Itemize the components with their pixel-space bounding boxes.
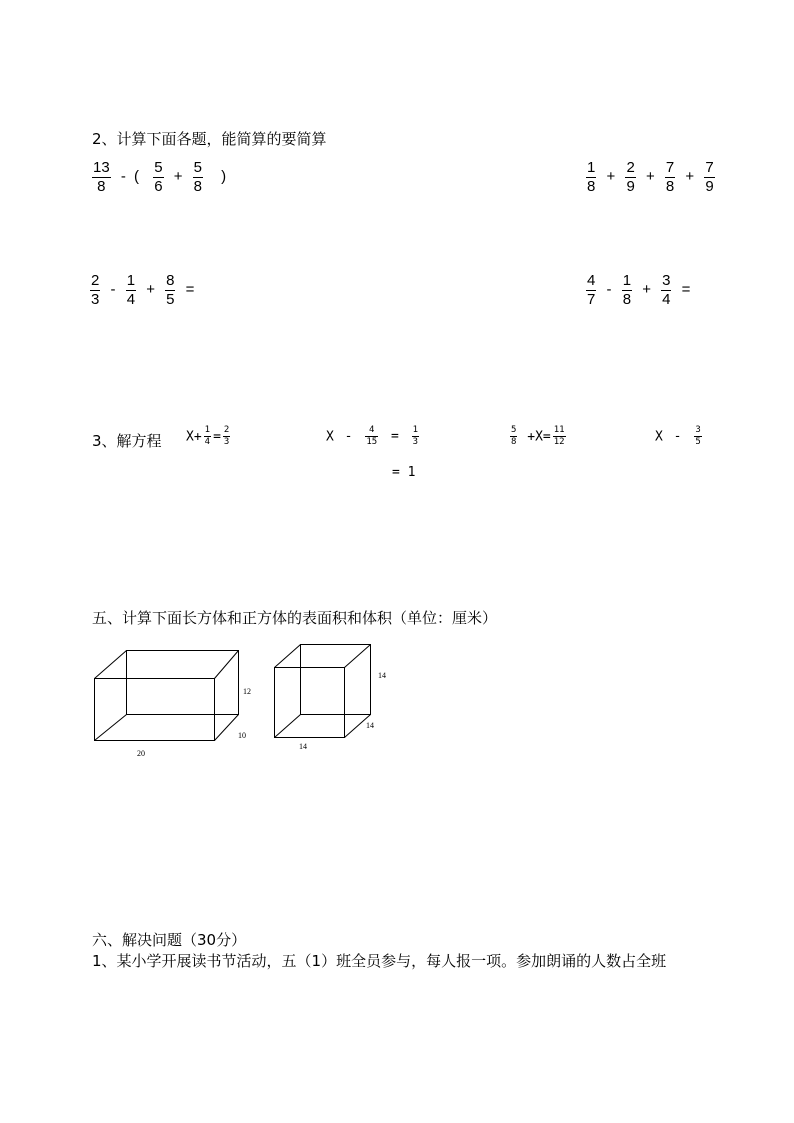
cube-edges bbox=[275, 645, 371, 738]
fraction: $\frac{2}{3}$ bbox=[223, 425, 230, 448]
fraction: $\frac{2}{3}$ bbox=[91, 272, 100, 308]
section-5-heading: 五、计算下面长方体和正方体的表面积和体积（单位：厘米） bbox=[92, 609, 498, 627]
fraction: $\frac{1}{4}$ bbox=[204, 425, 211, 448]
cuboid-figure bbox=[90, 645, 260, 763]
cuboid-height-label: 12 bbox=[243, 687, 251, 696]
fraction: $\frac{8}{5}$ bbox=[166, 272, 175, 308]
equation-4-continuation: = 1 bbox=[392, 465, 416, 480]
cuboid-edges bbox=[95, 651, 239, 741]
expression-2: $\frac{1}{8}$ + $\frac{2}{9}$ + $\frac{7}{8}$ + $\frac{7}{9}$ bbox=[587, 159, 714, 195]
equation-4: X - $\frac{3}{5}$ bbox=[655, 425, 701, 448]
section-2-heading: 2、计算下面各题，能简算的要简算 bbox=[92, 130, 327, 148]
equation-3: $\frac{5}{8}$ +X= $\frac{11}{12}$ bbox=[511, 425, 565, 448]
fraction: $\frac{5}{6}$ bbox=[154, 159, 163, 195]
equation-2: X - $\frac{4}{15}$ = $\frac{1}{3}$ bbox=[326, 425, 419, 448]
fraction: $\frac{7}{9}$ bbox=[705, 159, 714, 195]
fraction: $\frac{1}{3}$ bbox=[412, 425, 419, 448]
cube-right-edge-label: 14 bbox=[378, 671, 386, 680]
fraction: $\frac{3}{4}$ bbox=[662, 272, 671, 308]
cuboid-width-label: 10 bbox=[238, 731, 246, 740]
cuboid-length-label: 20 bbox=[137, 749, 145, 758]
fraction: $\frac{4}{7}$ bbox=[587, 272, 596, 308]
expression-3: $\frac{2}{3}$ - $\frac{1}{4}$ + $\frac{8}{5}$ = bbox=[91, 272, 195, 308]
fraction: $\frac{13}{8}$ bbox=[93, 159, 110, 195]
expression-1: $\frac{13}{8}$ - ( $\frac{5}{6}$ + $\frac{5}{8}$ ) bbox=[93, 159, 227, 195]
fraction: $\frac{5}{8}$ bbox=[511, 425, 517, 448]
equation-1: X+ $\frac{1}{4}$ = $\frac{2}{3}$ bbox=[186, 425, 230, 448]
section-3-heading: 3、解方程 bbox=[92, 432, 162, 450]
fraction: $\frac{4}{15}$ bbox=[366, 425, 378, 448]
section-6-heading: 六、解决问题（30分） bbox=[92, 931, 247, 949]
cube-figure bbox=[270, 640, 400, 755]
cube-depth-edge-label: 14 bbox=[366, 721, 374, 730]
fraction: $\frac{7}{8}$ bbox=[665, 159, 675, 195]
fraction: $\frac{5}{8}$ bbox=[193, 159, 202, 195]
question-1-text: 1、某小学开展读书节活动，五（1）班全员参与，每人报一项。参加朗诵的人数占全班 bbox=[92, 952, 667, 970]
cube-bottom-edge-label: 14 bbox=[299, 742, 307, 751]
fraction: $\frac{1}{8}$ bbox=[622, 272, 632, 308]
fraction: $\frac{1}{8}$ bbox=[587, 159, 596, 195]
fraction: $\frac{3}{5}$ bbox=[695, 425, 701, 448]
fraction: $\frac{1}{4}$ bbox=[126, 272, 136, 308]
fraction: $\frac{11}{12}$ bbox=[553, 425, 565, 448]
fraction: $\frac{2}{9}$ bbox=[626, 159, 635, 195]
expression-4: $\frac{4}{7}$ - $\frac{1}{8}$ + $\frac{3}{4}$ = bbox=[587, 272, 691, 308]
